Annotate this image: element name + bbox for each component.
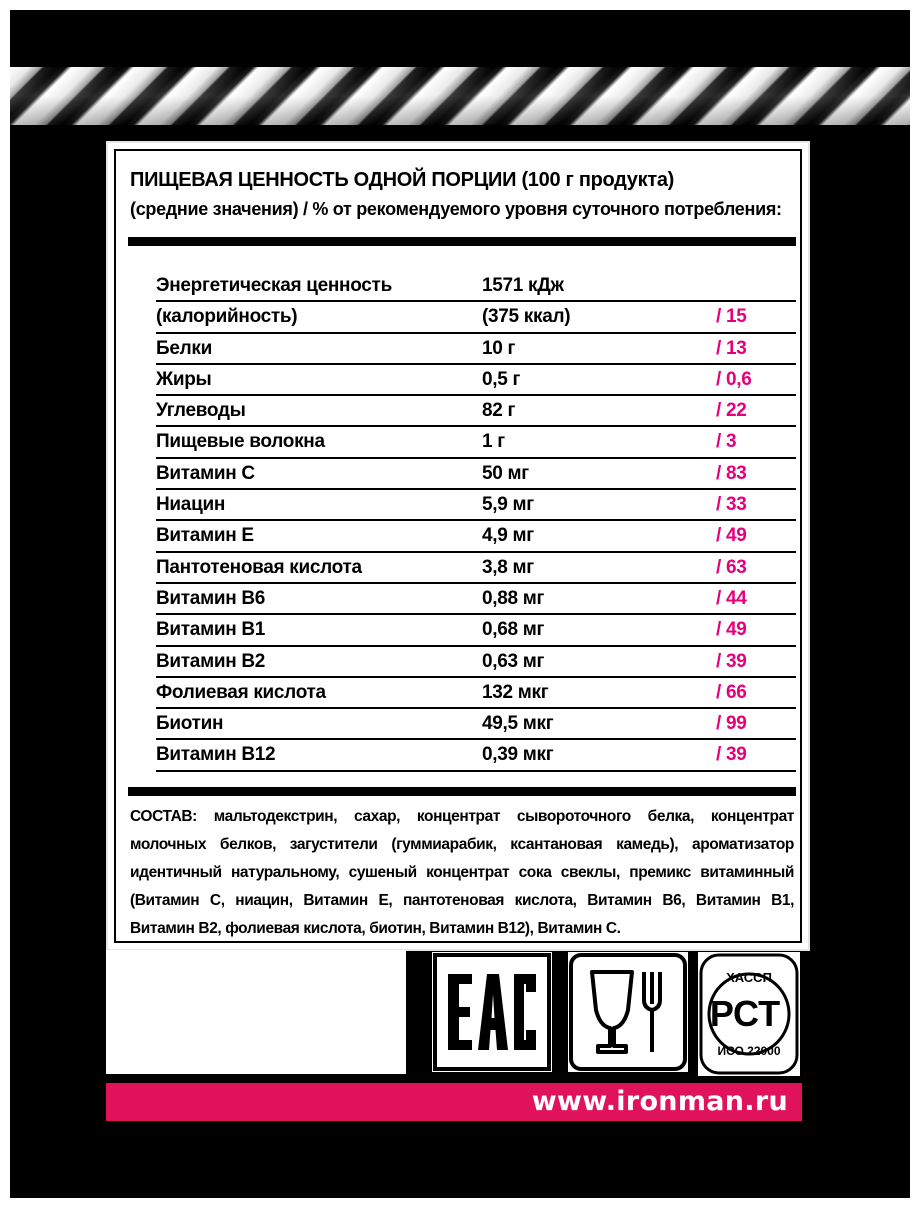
- nutrient-name: Витамин В2: [156, 650, 266, 672]
- nutrient-name: Ниацин: [156, 494, 226, 516]
- nutrient-amount: 4,9 мг: [482, 525, 534, 547]
- nutrition-row: [156, 615, 796, 646]
- header-divider: [128, 237, 796, 246]
- ingredients-list: мальтодекстрин, сахар, концентрат сывороточного белка, концентрат молочных белков, загустители (гуммиарабик, ксантановая камедь), ароматизатор идентичный натуральному, сушеный концентрат сока свеклы, премикс витаминный (Витамин С, ниацин, Витамин Е, пантотеновая кислота, Витамин В6, Витамин В1, Витамин В2, фолиевая кислота, биотин, Витамин В12), Витамин С.: [130, 808, 794, 937]
- nutrient-amount: 50 мг: [482, 462, 529, 484]
- nutrition-title: ПИЩЕВАЯ ЦЕННОСТЬ ОДНОЙ ПОРЦИИ (100 г продукта): [130, 169, 675, 191]
- ingredients-text: [130, 803, 794, 943]
- website-bar: [106, 1083, 802, 1121]
- nutrition-panel: [106, 141, 810, 951]
- nutrient-daily-percent: / 0,6: [716, 368, 752, 390]
- nutrition-table: [156, 271, 796, 772]
- nutrient-amount: 82 г: [482, 400, 516, 422]
- nutrient-daily-percent: / 49: [716, 525, 747, 547]
- nutrient-name: Витамин В6: [156, 587, 266, 609]
- nutrient-name: Витамин Е: [156, 525, 254, 547]
- nutrient-daily-percent: / 22: [716, 400, 747, 422]
- nutrition-row: [156, 521, 796, 552]
- nutrient-daily-percent: / 44: [716, 587, 747, 609]
- nutrition-subtitle: (средние значения) / % от рекомендуемого уровня суточного потребления:: [130, 199, 782, 219]
- nutrition-row: [156, 334, 796, 365]
- nutrient-amount: (375 ккал): [482, 306, 571, 328]
- nutrient-amount: 0,63 мг: [482, 650, 545, 672]
- nutrient-amount: 0,88 мг: [482, 587, 545, 609]
- nutrient-amount: 3,8 мг: [482, 556, 534, 578]
- ingredients-label: СОСТАВ:: [130, 808, 197, 825]
- nutrient-name: Пищевые волокна: [156, 431, 325, 453]
- nutrient-amount: 132 мкг: [482, 681, 549, 703]
- nutrient-daily-percent: / 66: [716, 681, 747, 703]
- decorative-stripe-band: [10, 67, 910, 125]
- nutrient-amount: 5,9 мг: [482, 494, 534, 516]
- nutrient-name: (калорийность): [156, 306, 298, 328]
- nutrition-row: [156, 490, 796, 521]
- svg-text:EAC: EAC: [432, 952, 435, 953]
- nutrition-row: [156, 553, 796, 584]
- blank-label-area: [106, 950, 406, 1074]
- nutrient-daily-percent: / 15: [716, 306, 747, 328]
- nutrition-row: [156, 271, 796, 302]
- nutrient-name: Углеводы: [156, 400, 246, 422]
- nutrient-amount: 1 г: [482, 431, 505, 453]
- nutrient-amount: 10 г: [482, 337, 516, 359]
- nutrient-amount: 1571 кДж: [482, 275, 564, 296]
- nutrient-name: Белки: [156, 337, 212, 359]
- nutrition-row: [156, 365, 796, 396]
- nutrient-amount: 0,39 мкг: [482, 744, 554, 766]
- nutrient-daily-percent: / 13: [716, 337, 747, 359]
- nutrient-daily-percent: / 33: [716, 494, 747, 516]
- nutrient-name: Биотин: [156, 713, 224, 735]
- nutrient-name: Энергетическая ценность: [156, 275, 392, 296]
- nutrient-daily-percent: / 3: [716, 431, 737, 453]
- nutrition-row: [156, 396, 796, 427]
- nutrient-name: Жиры: [156, 368, 212, 390]
- nutrient-daily-percent: / 39: [716, 650, 747, 672]
- haccp-bottom-text: ИСО 22000: [717, 1044, 781, 1058]
- nutrition-row: [156, 302, 796, 333]
- nutrient-name: Витамин В1: [156, 619, 266, 641]
- nutrient-amount: 0,5 г: [482, 368, 521, 390]
- table-end-divider: [128, 787, 796, 796]
- food-contact-icon: [568, 952, 688, 1072]
- nutrient-daily-percent: / 83: [716, 462, 747, 484]
- nutrition-row: [156, 678, 796, 709]
- nutrition-row: [156, 459, 796, 490]
- rst-text: РСТ: [709, 993, 781, 1034]
- nutrition-panel-border: [114, 149, 802, 943]
- nutrient-daily-percent: / 39: [716, 744, 747, 766]
- nutrition-row: [156, 584, 796, 615]
- nutrition-row: [156, 740, 796, 771]
- website-link[interactable]: www.ironman.ru: [531, 1086, 788, 1117]
- nutrient-amount: 0,68 мг: [482, 619, 545, 641]
- eac-mark-icon: [432, 952, 552, 1072]
- haccp-top-text: ХАССП: [726, 970, 772, 985]
- nutrient-daily-percent: / 63: [716, 556, 747, 578]
- nutrient-name: Витамин С: [156, 462, 255, 484]
- nutrient-name: Витамин В12: [156, 744, 276, 766]
- nutrition-row: [156, 709, 796, 740]
- nutrient-name: Пантотеновая кислота: [156, 556, 362, 578]
- nutrient-daily-percent: / 49: [716, 619, 747, 641]
- haccp-certification-icon: [698, 952, 800, 1076]
- nutrient-daily-percent: / 99: [716, 713, 747, 735]
- nutrition-row: [156, 647, 796, 678]
- nutrient-name: Фолиевая кислота: [156, 681, 326, 703]
- nutrition-row: [156, 427, 796, 458]
- nutrient-amount: 49,5 мкг: [482, 713, 554, 735]
